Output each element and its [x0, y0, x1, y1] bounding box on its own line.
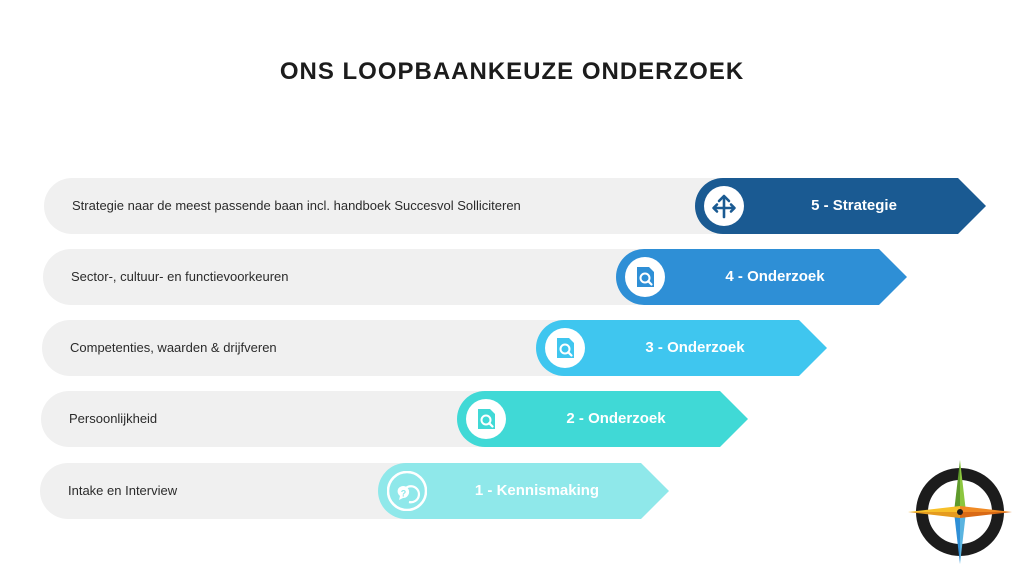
step-description: Intake en Interview	[68, 483, 178, 498]
step-arrow-3	[536, 320, 827, 376]
document-search-icon	[625, 257, 665, 297]
step-label: 2 - Onderzoek	[566, 410, 666, 427]
step-row-4	[43, 249, 907, 305]
step-label: 4 - Onderzoek	[725, 268, 825, 285]
step-label: 3 - Onderzoek	[645, 339, 745, 356]
step-arrow-4	[616, 249, 907, 305]
step-label: 1 - Kennismaking	[474, 482, 600, 499]
step-row-2	[41, 391, 748, 447]
document-search-icon	[545, 328, 585, 368]
signpost-arrows-icon	[704, 186, 744, 226]
step-label: 5 - Strategie	[811, 197, 897, 214]
step-description: Persoonlijkheid	[69, 411, 158, 426]
step-description: Competenties, waarden & drijfveren	[70, 340, 277, 355]
step-description: Strategie naar de meest passende baan incl. handboek Succesvol Solliciteren	[72, 198, 521, 213]
step-arrow-5	[695, 178, 986, 234]
svg-text:?: ?	[400, 488, 407, 499]
step-arrow-1	[378, 463, 669, 519]
compass-rose-icon	[906, 458, 1014, 566]
chat-question-icon	[387, 471, 427, 511]
step-arrow-2	[457, 391, 748, 447]
page-title: ONS LOOPBAANKEUZE ONDERZOEK	[279, 58, 745, 85]
step-description: Sector-, cultuur- en functievoorkeuren	[71, 269, 289, 284]
step-row-1	[40, 463, 669, 519]
step-row-3	[42, 320, 827, 376]
document-search-icon	[466, 399, 506, 439]
step-row-5	[44, 178, 986, 234]
